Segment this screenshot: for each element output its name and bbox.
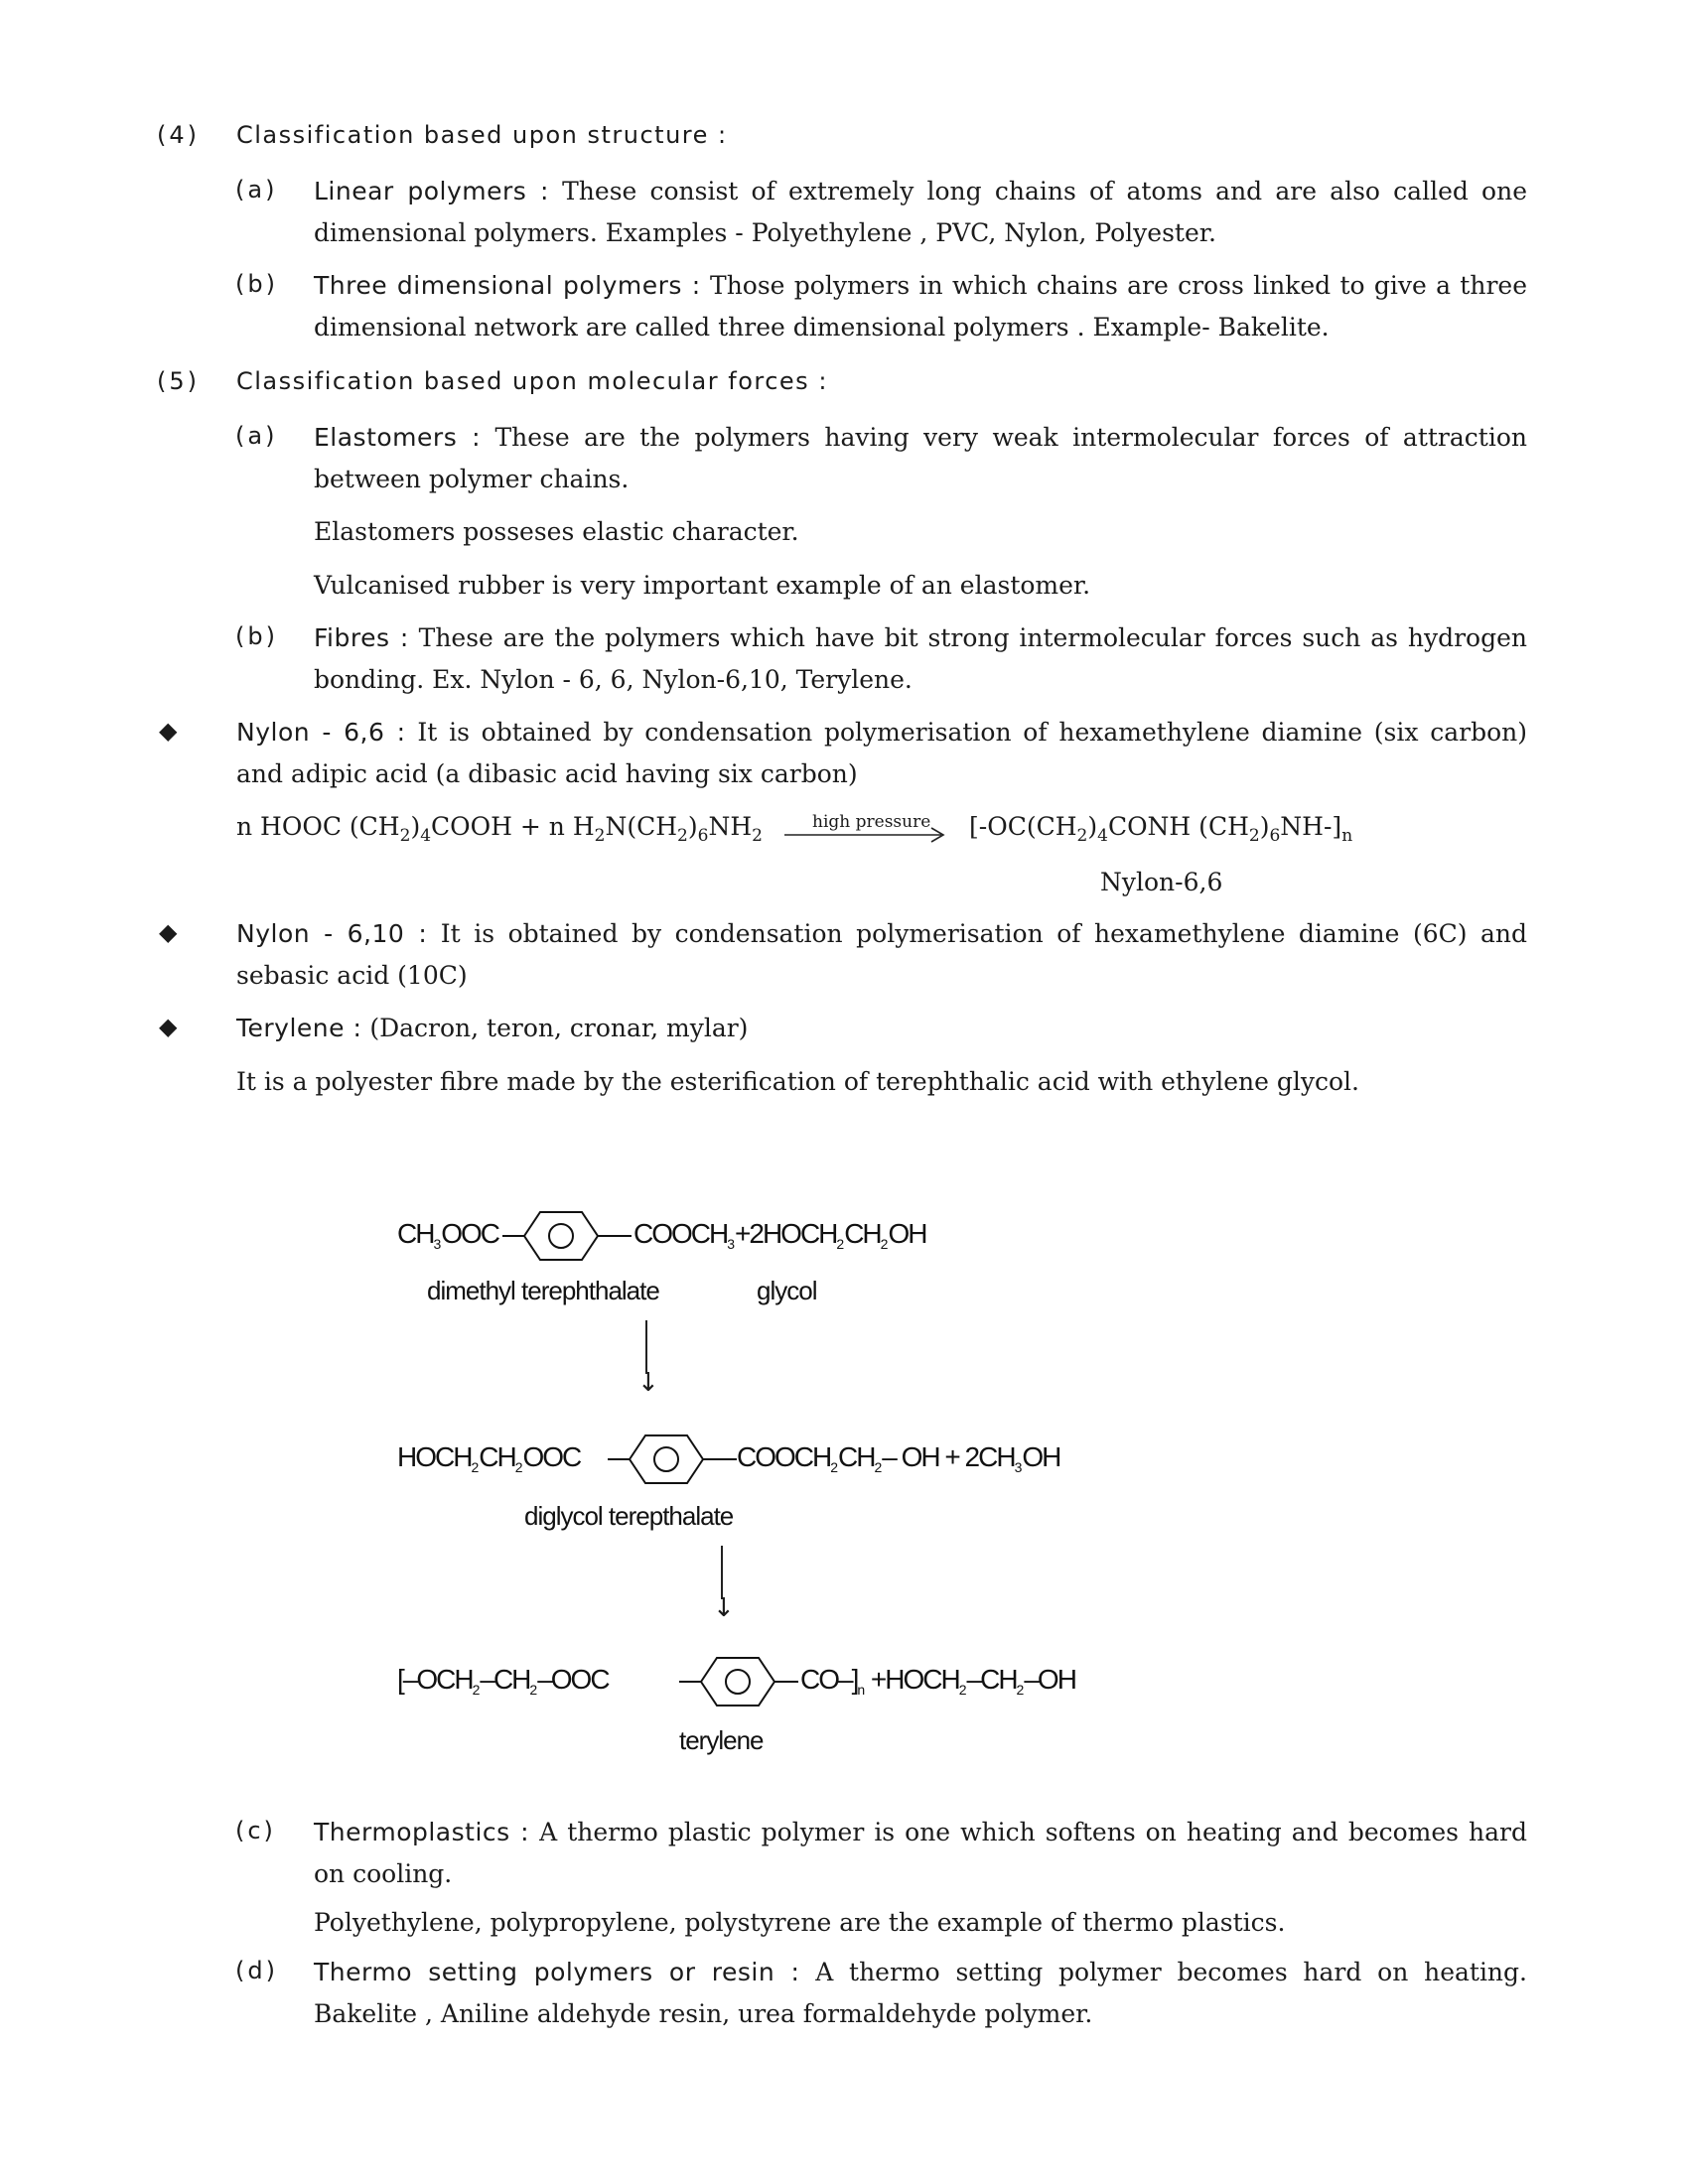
term: Thermo setting polymers or resin :: [314, 1958, 800, 1986]
item-label: (b): [235, 270, 278, 298]
benzene-ring-icon: [502, 1206, 632, 1266]
formula-right: $COOCH_2CH_2-$ OH + $2CH_3OH$: [737, 1441, 1060, 1475]
paragraph-elastomers: [314, 417, 1527, 500]
term: Terylene :: [236, 1014, 362, 1042]
paragraph-text: (Dacron, teron, cronar, mylar): [361, 1014, 749, 1042]
formula-right: $COOCH_3+2HOCH_2CH_2OH$: [633, 1218, 926, 1252]
term: Elastomers :: [314, 423, 482, 452]
formula-left: $HOCH_2CH_2OOC$: [397, 1441, 581, 1475]
section-number: (4): [157, 121, 200, 149]
item-label: (c): [235, 1817, 276, 1844]
paragraph-thermoplastics: [314, 1812, 1527, 1895]
paragraph-thermosetting: [314, 1952, 1527, 2035]
paragraph-text: A thermo setting polymer becomes hard on heating. Bakelite , Aniline aldehyde resin, urea formaldehyde polymer.: [314, 1958, 1527, 2028]
paragraph-text: These are the polymers which have bit strong intermolecular forces such as hydrogen bonding. Ex. Nylon - 6, 6, Nylon-6,10, Terylene.: [314, 623, 1527, 694]
paragraph-nylon-66: [236, 712, 1527, 795]
bullet-diamond-icon: ◆: [159, 918, 178, 946]
benzene-ring-icon: [679, 1652, 808, 1711]
paragraph: Vulcanised rubber is very important example of an elastomer.: [314, 571, 1091, 600]
paragraph-terylene: [236, 1008, 748, 1049]
paragraph-fibres: [314, 617, 1527, 701]
product: [$-OC(CH_2)_4CONH$ $(CH_2)_6NH-]_n$: [969, 812, 1353, 846]
term: Fibres :: [314, 623, 409, 652]
paragraph: It is a polyester fibre made by the esterification of terephthalic acid with ethylene glycol.: [236, 1067, 1359, 1096]
section-heading: Classification based upon structure :: [236, 121, 728, 149]
formula-left: $CH_3OOC$: [397, 1218, 499, 1252]
down-arrow-icon: ↓: [637, 1368, 659, 1398]
reaction-condition: high pressure: [812, 812, 931, 832]
bullet-diamond-icon: ◆: [159, 1013, 178, 1040]
paragraph-text: A thermo plastic polymer is one which softens on heating and becomes hard on cooling.: [314, 1818, 1527, 1888]
reactants: n HOOC $(CH_2)_4COOH + n$ $H_2N(CH_2)_6NH_2$: [236, 812, 763, 846]
bullet-diamond-icon: ◆: [159, 717, 178, 745]
term: Nylon - 6,10 :: [236, 919, 428, 948]
formula-left: [$-OCH_2-CH_2$–OOC: [397, 1664, 609, 1698]
compound-label: dimethyl terephthalate: [427, 1276, 659, 1305]
product-name: Nylon-6,6: [1100, 868, 1223, 896]
paragraph: Polyethylene, polypropylene, polystyrene are the example of thermo plastics.: [314, 1908, 1286, 1937]
compound-label: glycol: [757, 1276, 817, 1305]
down-arrow-icon: ↓: [713, 1593, 735, 1623]
compound-label: diglycol terepthalate: [524, 1501, 734, 1531]
paragraph-text: It is obtained by condensation polymerisation of hexamethylene diamine (six carbon) and adipic acid (a dibasic acid having six carbon): [236, 718, 1527, 788]
item-label: (d): [235, 1957, 278, 1984]
reaction-arrow-icon: [782, 824, 951, 846]
benzene-ring-icon: [608, 1430, 737, 1489]
term: Thermoplastics :: [314, 1818, 530, 1846]
term: Linear polymers :: [314, 177, 549, 205]
section-number: (5): [157, 367, 200, 395]
item-label: (a): [235, 422, 278, 450]
term: Three dimensional polymers :: [314, 271, 701, 300]
item-label: (b): [235, 622, 278, 650]
paragraph-three-dimensional: [314, 265, 1527, 348]
paragraph-text: These consist of extremely long chains of atoms and are also called one dimensional polymers. Examples - Polyethylene , PVC, Nylon, Polyester.: [314, 177, 1527, 247]
formula-right: $CO-]_n$ $+HOCH_2-CH_2-OH$: [800, 1664, 1075, 1698]
arrow-line: [645, 1320, 647, 1374]
paragraph-text: It is obtained by condensation polymerisation of hexamethylene diamine (6C) and sebasic acid (10C): [236, 919, 1528, 990]
paragraph-text: Those polymers in which chains are cross linked to give a three dimensional network are called three dimensional polymers . Example- Bakelite.: [314, 271, 1527, 341]
item-label: (a): [235, 176, 278, 204]
section-heading: Classification based upon molecular forces :: [236, 367, 828, 395]
compound-label: terylene: [679, 1725, 764, 1755]
arrow-line: [721, 1546, 723, 1599]
term: Nylon - 6,6 :: [236, 718, 406, 747]
paragraph-linear-polymers: [314, 171, 1527, 254]
paragraph-text: These are the polymers having very weak intermolecular forces of attraction between polymer chains.: [314, 423, 1527, 493]
paragraph-nylon-610: [236, 913, 1527, 997]
paragraph: Elastomers posseses elastic character.: [314, 517, 799, 546]
